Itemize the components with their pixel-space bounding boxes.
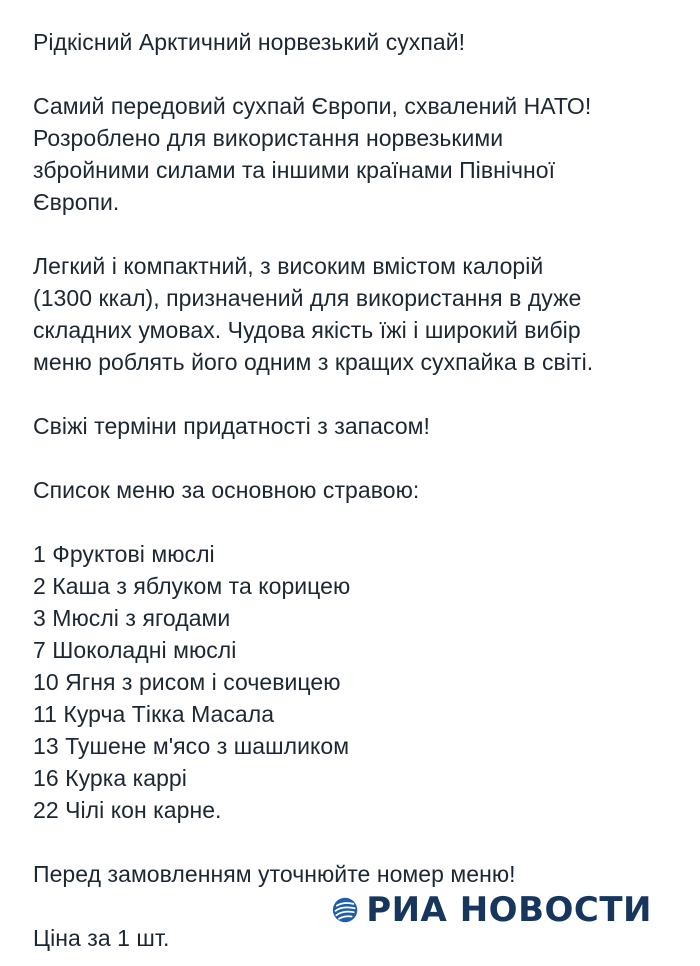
description-line: Легкий і компактний, з високим вмістом калорій xyxy=(33,253,544,279)
description-line: (1300 ккал), призначений для використання в дуже xyxy=(33,285,582,311)
watermark-text: РИА НОВОСТИ xyxy=(366,890,652,930)
post-body xyxy=(33,26,683,954)
menu-item: 10 Ягня з рисом і сочевицею xyxy=(33,669,341,695)
menu-item: 7 Шоколадні мюслі xyxy=(33,637,237,663)
menu-list xyxy=(33,538,683,826)
price-label: Ціна за 1 шт. xyxy=(33,925,170,951)
intro-line: Розроблено для використання норвезькими xyxy=(33,125,504,151)
menu-item: 13 Тушене м'ясо з шашликом xyxy=(33,733,350,759)
description-paragraph xyxy=(33,250,683,378)
intro-line: збройними силами та іншими країнами Північної xyxy=(33,157,556,183)
menu-item: 1 Фруктові мюслі xyxy=(33,541,215,567)
ria-novosti-globe-icon xyxy=(332,881,358,939)
post-title xyxy=(33,26,683,58)
order-note-text: Перед замовленням уточнюйте номер меню! xyxy=(33,861,516,887)
title-line: Рідкісний Арктичний норвезький сухпай! xyxy=(33,29,466,55)
menu-heading xyxy=(33,474,683,506)
menu-item: 3 Мюслі з ягодами xyxy=(33,605,231,631)
menu-item: 22 Чілі кон карне. xyxy=(33,797,222,823)
description-line: складних умовах. Чудова якість їжі і широкий вибір xyxy=(33,317,581,343)
menu-item: 11 Курча Тікка Масала xyxy=(33,701,275,727)
intro-paragraph xyxy=(33,90,683,218)
expiry-note-text: Свіжі терміни придатності з запасом! xyxy=(33,413,430,439)
menu-item: 16 Курка каррі xyxy=(33,765,187,791)
intro-line: Самий передовий сухпай Європи, схвалений НАТО! xyxy=(33,93,592,119)
description-line: меню роблять його одним з кращих сухпайка в світі. xyxy=(33,349,594,375)
menu-heading-text: Список меню за основною стравою: xyxy=(33,477,420,503)
ria-novosti-watermark xyxy=(332,879,652,941)
menu-item: 2 Каша з яблуком та корицею xyxy=(33,573,351,599)
intro-line: Європи. xyxy=(33,189,120,215)
expiry-note xyxy=(33,410,683,442)
